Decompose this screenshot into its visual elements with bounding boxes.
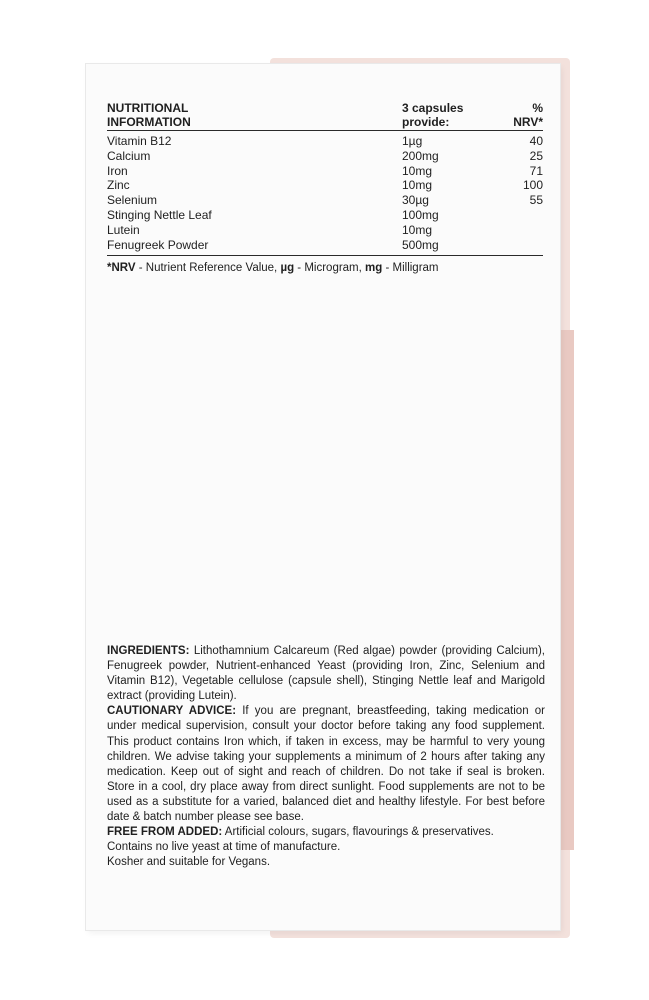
nutrient-name: Fenugreek Powder (107, 237, 209, 252)
nutrient-row (107, 134, 543, 149)
nutrition-table (107, 100, 543, 256)
nutrient-name: Zinc (107, 178, 130, 193)
nutrient-name: Iron (107, 163, 128, 178)
nutrition-title: NUTRITIONAL INFORMATION (107, 101, 191, 129)
nutrient-row (107, 178, 543, 193)
yeast-note: Contains no live yeast at time of manufacture. (107, 841, 341, 854)
ingredients-paragraph (107, 644, 545, 704)
dose-header: 3 capsules provide: (402, 101, 464, 129)
nrv-header: % NRV* (513, 101, 543, 129)
nutrient-row (107, 193, 543, 208)
nutrient-amount: 10mg (402, 222, 433, 237)
nutrient-name: Selenium (107, 193, 158, 208)
free-from-label: FREE FROM ADDED: (107, 826, 223, 839)
nutrient-row (107, 223, 543, 238)
mg-key: mg (365, 262, 383, 274)
caution-text: If you are pregnant, breastfeeding, taking medication or under medical supervision, consult your doctor before taking any food supplement. This product contains Iron which, if taken in excess, may be harmful to very young children. We advise taking your supplements a minimum of 2 hours after taking any medication. Keep out of sight and reach of children. Do not take if seal is broken. Store in a cool, dry place away from direct sunlight. Food supplements are not to be used as a substitute for a varied, balanced diet and healthy lifestyle. For best before date & batch number please see base. (107, 705, 545, 824)
nutrient-nrv: 100 (522, 178, 543, 193)
caution-paragraph (107, 704, 545, 825)
nrv-desc: - Nutrient Reference Value, (135, 262, 281, 274)
kosher-note: Kosher and suitable for Vegans. (107, 856, 271, 869)
nutrient-name: Vitamin B12 (107, 134, 172, 148)
ug-desc: - Microgram, (294, 262, 366, 274)
nutrient-nrv: 55 (529, 193, 543, 208)
ingredients-and-advice (107, 644, 545, 870)
nutrient-row (107, 164, 543, 179)
free-from-paragraph (107, 825, 545, 840)
nutrient-amount: 1µg (402, 134, 423, 148)
ingredients-label: INGREDIENTS: (107, 645, 190, 657)
nutrient-name: Stinging Nettle Leaf (107, 207, 212, 222)
nutrient-amount: 10mg (402, 178, 433, 193)
nutrient-amount: 200mg (402, 148, 439, 163)
caution-label: CAUTIONARY ADVICE: (107, 705, 237, 718)
nutrient-name: Lutein (107, 222, 140, 237)
nutrient-amount: 100mg (402, 207, 439, 222)
ug-key: µg (280, 262, 295, 274)
nutrient-amount: 500mg (402, 237, 439, 252)
nutrient-nrv: 40 (529, 134, 543, 148)
nutrition-header (107, 100, 543, 131)
ingredients-text: Lithothamnium Calcareum (Red algae) powder (providing Calcium), Fenugreek powder, Nutrient-enhanced Yeast (providing Iron, Zinc, Selenium and Vitamin B12), Vegetable cellulose (capsule shell), Stinging Nettle leaf and Marigold extract (providing Lutein). (107, 645, 545, 703)
nutrient-nrv: 71 (529, 163, 543, 178)
nutrient-name: Calcium (107, 148, 151, 163)
nutrient-nrv: 25 (529, 148, 543, 163)
nutrient-row (107, 208, 543, 223)
table-bottom-rule (107, 255, 543, 256)
nrv-footnote (107, 262, 547, 274)
nutrient-row (107, 238, 543, 253)
mg-desc: - Milligram (382, 262, 439, 274)
nrv-key: *NRV (107, 262, 136, 274)
nutrient-amount: 10mg (402, 163, 433, 178)
nutrient-row (107, 149, 543, 164)
product-box-back (86, 64, 560, 930)
free-from-text: Artificial colours, sugars, flavourings & preservatives. (222, 826, 494, 839)
nutrient-amount: 30µg (402, 193, 429, 208)
